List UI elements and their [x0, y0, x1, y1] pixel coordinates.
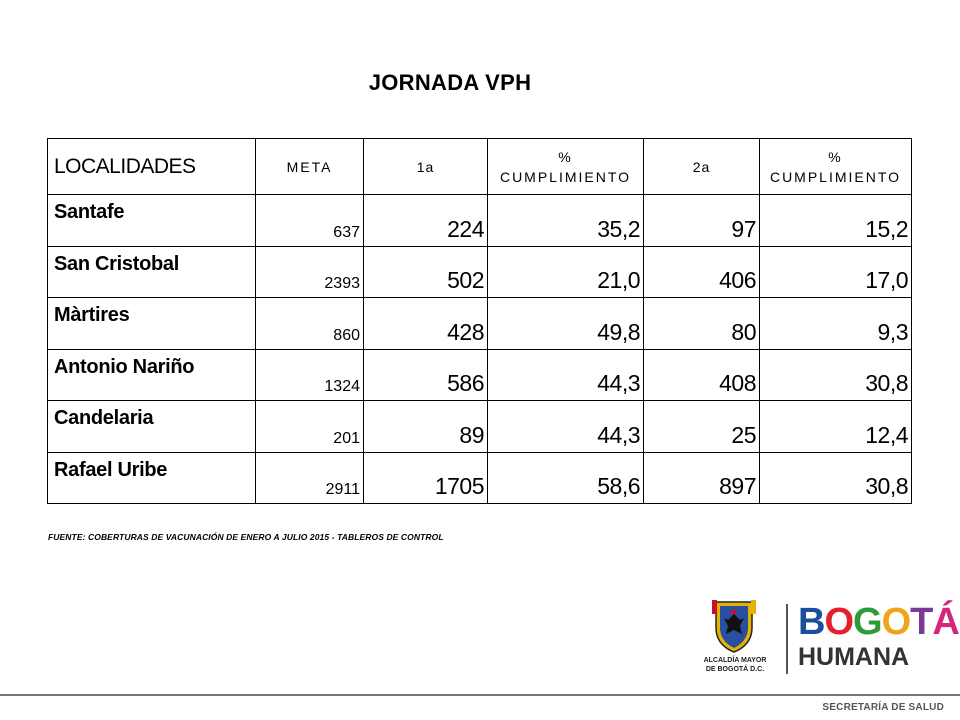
cell-meta: 201 [256, 401, 364, 453]
bogota-coat-of-arms-icon [704, 598, 764, 654]
cell-pct-second: 9,3 [760, 298, 912, 350]
cell-pct-first: 21,0 [488, 246, 644, 298]
cell-localidad: San Cristobal [48, 246, 256, 298]
cell-meta: 2911 [256, 452, 364, 504]
cell-second-dose: 97 [644, 195, 760, 247]
cell-first-dose: 502 [364, 246, 488, 298]
alcaldia-line2: DE BOGOTÁ D.C. [705, 666, 765, 673]
footer-secretaria: SECRETARÍA DE SALUD [822, 702, 944, 713]
alcaldia-line1: ALCALDÍA MAYOR [703, 657, 767, 664]
header-pct-second [760, 139, 912, 195]
table-body [48, 195, 912, 504]
brand-letter: Á [932, 601, 959, 643]
cell-pct-first: 58,6 [488, 452, 644, 504]
cell-pct-first: 35,2 [488, 195, 644, 247]
vph-table [47, 138, 912, 504]
header-pct-label: CUMPLIMIENTO [769, 168, 902, 185]
cell-second-dose: 897 [644, 452, 760, 504]
cell-meta: 637 [256, 195, 364, 247]
header-first-dose: 1a [364, 139, 488, 195]
cell-second-dose: 25 [644, 401, 760, 453]
logo-divider [786, 604, 788, 674]
header-meta: META [256, 139, 364, 195]
header-pct-symbol: % [828, 148, 843, 165]
cell-first-dose: 89 [364, 401, 488, 453]
brand-humana: HUMANA [798, 643, 910, 671]
cell-meta: 860 [256, 298, 364, 350]
cell-first-dose: 428 [364, 298, 488, 350]
cell-pct-second: 30,8 [760, 349, 912, 401]
brand-letter: B [798, 601, 825, 643]
cell-first-dose: 586 [364, 349, 488, 401]
table-header-row [48, 139, 912, 195]
cell-second-dose: 80 [644, 298, 760, 350]
cell-meta: 2393 [256, 246, 364, 298]
cell-pct-second: 15,2 [760, 195, 912, 247]
cell-pct-first: 49,8 [488, 298, 644, 350]
vph-table-container [47, 138, 911, 504]
table-row [48, 246, 912, 298]
cell-first-dose: 1705 [364, 452, 488, 504]
table-row [48, 195, 912, 247]
cell-pct-second: 30,8 [760, 452, 912, 504]
cell-localidad: Candelaria [48, 401, 256, 453]
table-row [48, 298, 912, 350]
brand-letter: O [824, 601, 854, 643]
brand-bogota [798, 602, 959, 642]
header-pct-symbol: % [558, 148, 573, 165]
table-row [48, 349, 912, 401]
header-second-dose: 2a [644, 139, 760, 195]
header-pct-label: CUMPLIMIENTO [499, 168, 632, 185]
brand-letter: T [910, 601, 933, 643]
cell-pct-first: 44,3 [488, 401, 644, 453]
cell-pct-first: 44,3 [488, 349, 644, 401]
cell-second-dose: 408 [644, 349, 760, 401]
alcaldia-label [690, 656, 780, 674]
header-pct-first [488, 139, 644, 195]
brand-letter: O [881, 601, 911, 643]
cell-pct-second: 17,0 [760, 246, 912, 298]
cell-localidad: Antonio Nariño [48, 349, 256, 401]
table-row [48, 452, 912, 504]
cell-meta: 1324 [256, 349, 364, 401]
cell-second-dose: 406 [644, 246, 760, 298]
header-localidades: LOCALIDADES [48, 139, 256, 195]
brand-letter: G [853, 601, 882, 643]
table-row [48, 401, 912, 453]
cell-localidad: Santafe [48, 195, 256, 247]
cell-localidad: Màrtires [48, 298, 256, 350]
cell-pct-second: 12,4 [760, 401, 912, 453]
cell-first-dose: 224 [364, 195, 488, 247]
source-note: FUENTE: COBERTURAS DE VACUNACIÓN DE ENERO A JULIO 2015 - TABLEROS DE CONTROL [48, 532, 444, 542]
footer-divider [0, 694, 960, 696]
page-title: JORNADA VPH [368, 70, 532, 95]
cell-localidad: Rafael Uribe [48, 452, 256, 504]
logo-area [690, 598, 959, 680]
